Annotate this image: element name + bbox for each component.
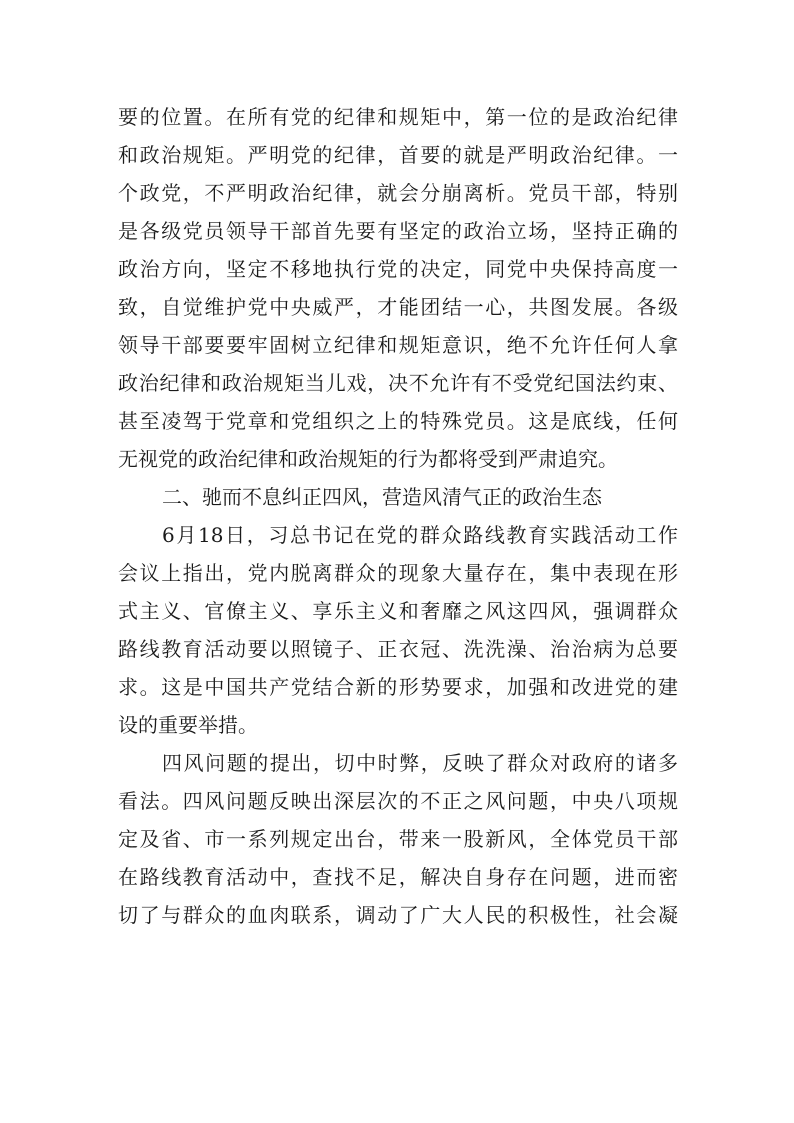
text-line: 是各级党员领导干部首先要有坚定的政治立场，坚持正确的 xyxy=(118,219,678,243)
text-line: 和政治规矩。严明党的纪律，首要的就是严明政治纪律。一 xyxy=(118,143,678,167)
text-line: 设的重要举措。 xyxy=(118,713,258,737)
text-line: 无视党的政治纪律和政治规矩的行为都将受到严肃追究。 xyxy=(118,447,618,471)
text-line: 政治方向，坚定不移地执行党的决定，同党中央保持高度一 xyxy=(118,257,678,281)
text-line: 路线教育活动要以照镜子、正衣冠、洗洗澡、治治病为总要 xyxy=(118,637,678,661)
text-line: 政治纪律和政治规矩当儿戏，决不允许有不受党纪国法约束、 xyxy=(118,371,678,395)
text-line: 式主义、官僚主义、享乐主义和奢靡之风这四风，强调群众 xyxy=(118,599,678,623)
section-heading: 二、驰而不息纠正四风，营造风清气正的政治生态 xyxy=(162,485,602,509)
text-line: 6月18日，习总书记在党的群众路线教育实践活动工作 xyxy=(162,523,678,547)
text-line: 看法。四风问题反映出深层次的不正之风问题，中央八项规 xyxy=(118,789,678,813)
text-line: 要的位置。在所有党的纪律和规矩中，第一位的是政治纪律 xyxy=(118,105,678,129)
text-line: 定及省、市一系列规定出台，带来一股新风，全体党员干部 xyxy=(118,827,678,851)
text-line: 在路线教育活动中，查找不足，解决自身存在问题，进而密 xyxy=(118,865,678,889)
text-line: 个政党，不严明政治纪律，就会分崩离析。党员干部，特别 xyxy=(118,181,678,205)
text-line: 致，自觉维护党中央威严，才能团结一心，共图发展。各级 xyxy=(118,295,678,319)
text-line: 会议上指出，党内脱离群众的现象大量存在，集中表现在形 xyxy=(118,561,678,585)
text-line: 甚至凌驾于党章和党组织之上的特殊党员。这是底线，任何 xyxy=(118,409,678,433)
text-line: 四风问题的提出，切中时弊，反映了群众对政府的诸多 xyxy=(162,751,678,775)
text-line: 领导干部要要牢固树立纪律和规矩意识，绝不允许任何人拿 xyxy=(118,333,678,357)
text-line: 切了与群众的血肉联系，调动了广大人民的积极性，社会凝 xyxy=(118,903,678,927)
body-text xyxy=(118,98,678,934)
text-line: 求。这是中国共产党结合新的形势要求，加强和改进党的建 xyxy=(118,675,678,699)
